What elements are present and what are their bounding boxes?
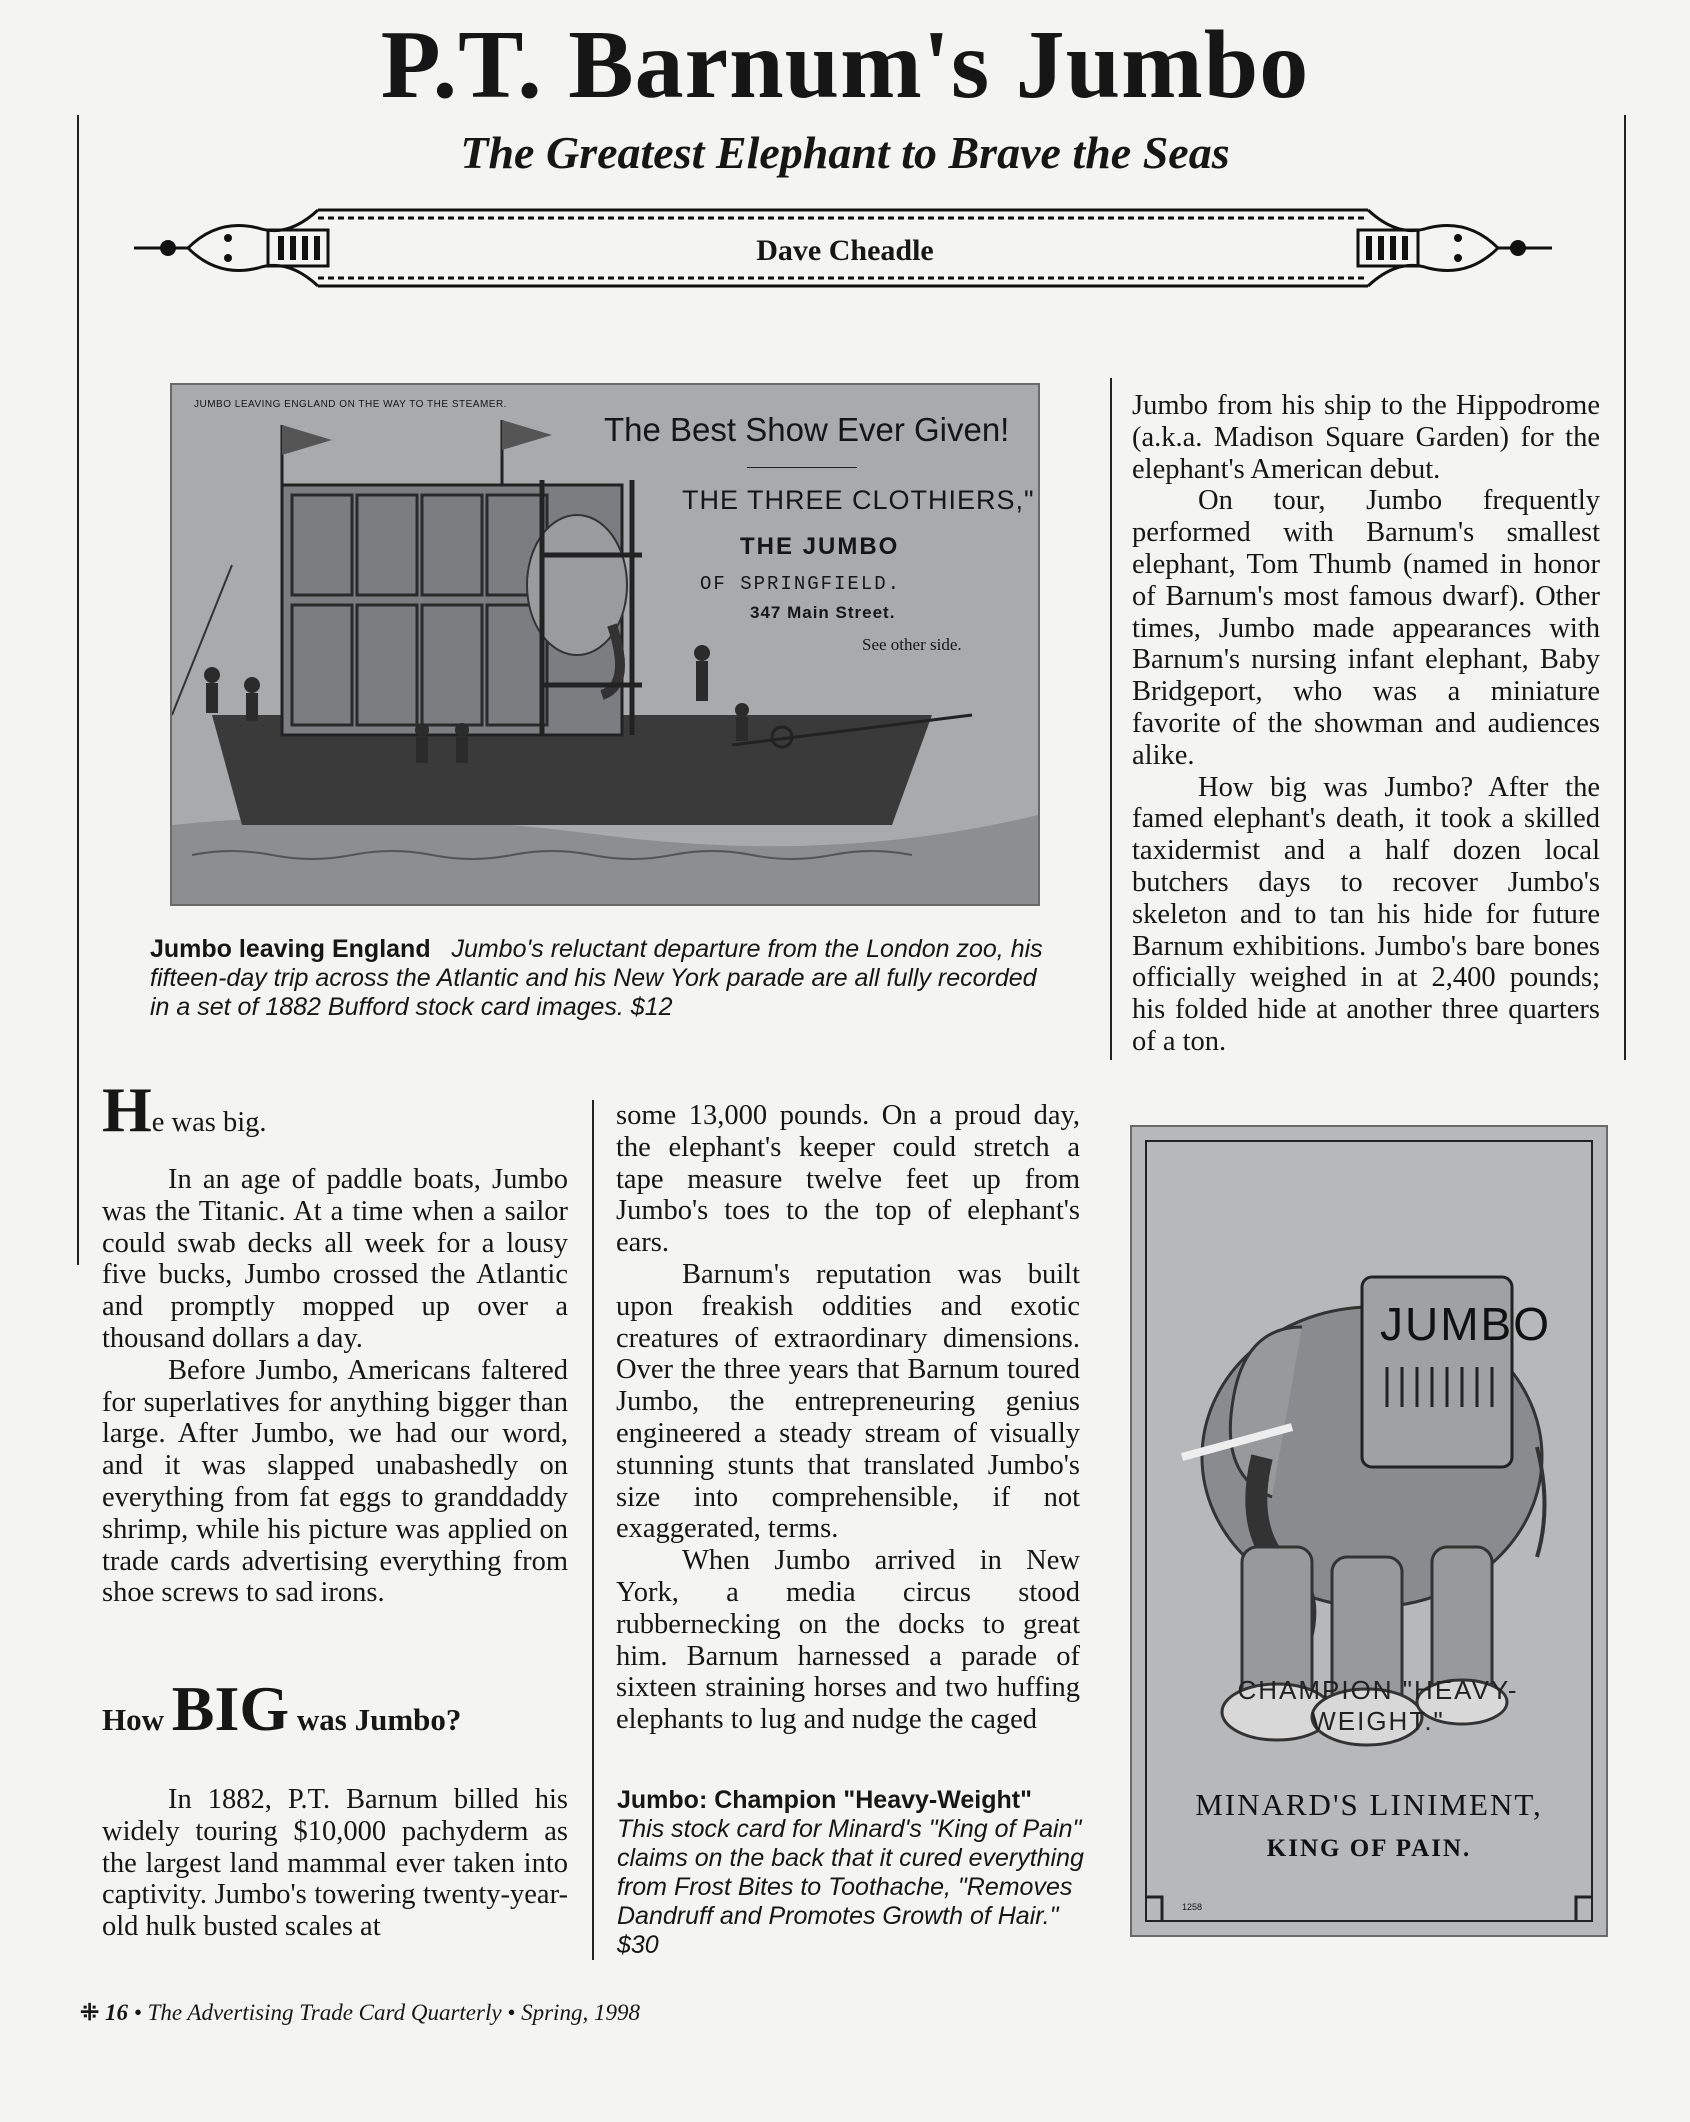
middle-paragraph-3: When Jumbo arrived in New York, a media circus stood rubbernecking on the docks to great him. Barnum harnessed a parade of sixteen straining horses and two huffing elephants to lug and nudge the caged [616,1545,1080,1736]
card-headline: The Best Show Ever Given! [604,411,1010,448]
page-footer: ⁜ 16 • The Advertising Trade Card Quarterly • Spring, 1998 [80,2000,640,2025]
right-paragraph-3: How big was Jumbo? After the famed elephant's death, it took a skilled taxidermist and a half dozen local butchers days to recover Jumbo's skeleton and to tan his hide for future Barnum exhibitions. Jumbo's bare bones officially weighed in at 2,400 pounds; his folded hide at another three quarters of a ton. [1132,771,1600,1057]
page-number: 16 [105,2000,129,2025]
card-line-address: 347 Main Street. [750,603,896,622]
right-column-rule [1110,378,1112,1060]
right-paragraph-1: Jumbo from his ship to the Hippodrome (a.k.a. Madison Square Garden) for the elephant's American debut. [1132,390,1600,485]
article-title: P.T. Barnum's Jumbo [380,11,1310,119]
figure1-caption [150,935,1050,1022]
article-subtitle: The Greatest Elephant to Brave the Seas [460,127,1230,178]
champion-banner: CHAMPION "HEAVY-WEIGHT." [1237,1675,1519,1736]
figure1-caption-text: Jumbo's reluctant departure from the London zoo, his fifteen-day trip across the Atlantic and his New York parade are all fully recorded in a set of 1882 Bufford stock card images. $12 [150,935,1043,1021]
left-paragraph-1 [102,1074,568,1145]
left-column-text-2 [102,1784,568,1943]
figure1-caption-title: Jumbo leaving England [150,935,431,963]
card-line-clothiers: THE THREE CLOTHIERS," [682,485,1035,515]
left-margin-rule [77,115,79,1265]
left-paragraph-4: In 1882, P.T. Barnum billed his widely touring $10,000 pachyderm as the largest land mammal ever taken into captivity. Jumbo's towering twenty-year-old hulk busted scales at [102,1784,568,1943]
middle-paragraph-2: Barnum's reputation was built upon freakish oddities and exotic creatures of extraordinary dimensions. Over the three years that Barnum toured Jumbo, the entrepreneuring genius engineered a steady stream of visually stunning stunts that translated Jumbo's size into comprehensible, if not exaggerated, terms. [616,1258,1080,1545]
subhead-part-2: was Jumbo? [289,1702,462,1737]
card-line-the-jumbo: THE JUMBO [740,533,900,560]
figure2-caption [617,1786,1095,1960]
left-paragraph-1-text: e was big. [151,1107,267,1138]
publication-name: The Advertising Trade Card Quarterly [147,2000,502,2025]
blanket-label: JUMBO [1380,1298,1551,1350]
drop-cap: H [102,1074,152,1145]
subhead-big-word: BIG [171,1673,290,1744]
card-line-see-other-side: See other side. [862,635,962,654]
jumbo-leaving-england-card [170,383,1040,906]
figure2-caption-text: This stock card for Minard's "King of Pain" claims on the back that it cured everything from Frost Bites to Toothache, "Removes Dandruff and Promotes Growth of Hair." $30 [617,1815,1084,1959]
figure2-caption-title: Jumbo: Champion "Heavy-Weight" [617,1786,1032,1814]
card-line-springfield: OF SPRINGFIELD. [700,573,902,595]
left-column-text [102,1074,568,1609]
footer-ornament: ⁜ [80,2000,106,2025]
section-subhead [102,1672,461,1746]
byline: Dave Cheadle [756,234,934,267]
card-top-caption: JUMBO LEAVING ENGLAND ON THE WAY TO THE STEAMER. [194,399,507,410]
right-column-text [1132,390,1600,1058]
subhead-part-1: How [102,1702,172,1737]
minards-liniment-card [1130,1125,1608,1937]
right-paragraph-2: On tour, Jumbo frequently performed with Barnum's smallest elephant, Tom Thumb (named in honor of Barnum's most famous dwarf). Other times, Jumbo made appearances with Barnum's nursing infant elephant, Baby Bridgeport, who was a miniature favorite of the showman and audiences alike. [1132,485,1600,771]
middle-column-text [616,1100,1080,1736]
card-number: 1258 [1182,1902,1203,1912]
left-paragraph-3: Before Jumbo, Americans faltered for superlatives for anything bigger than large. After Jumbo, we had our word, and it was slapped unabashedly on everything from fat eggs to granddaddy shrimp, while his picture was applied on trade cards advertising everything from shoe screws to sad irons. [102,1354,568,1609]
right-margin-rule [1624,115,1626,1060]
card-divider [747,467,857,468]
brand-slogan: KING OF PAIN. [1266,1835,1472,1862]
brand-name: MINARD'S LINIMENT, [1195,1787,1543,1822]
column-divider-rule [592,1100,594,1960]
middle-paragraph-1: some 13,000 pounds. On a proud day, the elephant's keeper could stretch a tape measure twelve feet up from Jumbo's toes to the top of elephant's ears. [616,1100,1080,1259]
issue-date: Spring, 1998 [521,2000,640,2025]
left-paragraph-2: In an age of paddle boats, Jumbo was the Titanic. At a time when a sailor could swab decks all week for a lousy five bucks, Jumbo crossed the Atlantic and promptly mopped up over a thousand dollars a day. [102,1164,568,1354]
